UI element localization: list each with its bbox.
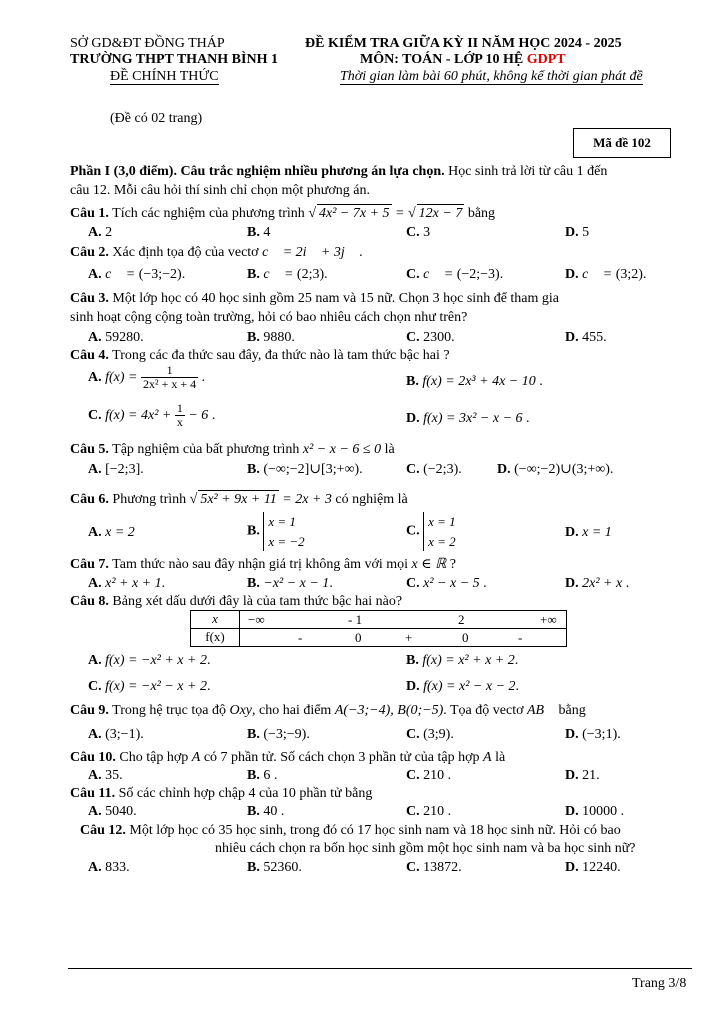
- q10-option-d[interactable]: D. 21.: [565, 768, 600, 783]
- q12-option-d[interactable]: D. 12240.: [565, 860, 621, 875]
- sign-table-row-x: x −∞ - 1 2 +∞: [191, 611, 567, 629]
- q1-option-a[interactable]: A. 2: [88, 225, 113, 240]
- q9-option-b[interactable]: B. (−3;−9).: [247, 727, 310, 742]
- exam-title: ĐỀ KIỂM TRA GIỮA KỲ II NĂM HỌC 2024 - 2025: [305, 36, 622, 51]
- q2-option-c[interactable]: C. c⃗ = (−2;−3).: [406, 267, 504, 282]
- time-note: Thời gian làm bài 60 phút, không kể thời gian phát đề: [340, 69, 643, 84]
- q8-option-d[interactable]: D. f(x) = x² − x − 2.: [406, 679, 520, 694]
- question-2: Câu 2. Xác định tọa độ của vectơ c⃗ = 2i⃗ + 3j⃗ .: [70, 245, 363, 260]
- q1-option-d[interactable]: D. 5: [565, 225, 590, 240]
- q2-option-d[interactable]: D. c⃗ = (3;2).: [565, 267, 647, 282]
- q3-option-a[interactable]: A. 59280.: [88, 330, 144, 345]
- q11-option-a[interactable]: A. 5040.: [88, 804, 137, 819]
- question-1: Câu 1. Tích các nghiệm của phương trình √ 4x² − 7x + 5 = √ 12x − 7 bằng: [70, 206, 496, 221]
- question-6: Câu 6. Phương trình √ 5x² + 9x + 11 = 2x + 3 có nghiệm là: [70, 492, 408, 507]
- question-7: Câu 7. Tam thức nào sau đây nhận giá trị không âm với mọi x ∈ ℝ ?: [70, 557, 456, 572]
- q10-option-c[interactable]: C. 210 .: [406, 768, 452, 783]
- pages-note: (Đề có 02 trang): [110, 111, 203, 126]
- q8-option-c[interactable]: C. f(x) = −x² − x + 2.: [88, 679, 211, 694]
- q4-option-c[interactable]: C. f(x) = 4x² + $\frac{1}{x}$ − 6 .: [88, 401, 216, 430]
- q7-option-a[interactable]: A. x² + x + 1.: [88, 576, 166, 591]
- question-5: Câu 5. Tập nghiệm của bất phương trình x² − x − 6 ≤ 0 là: [70, 442, 395, 457]
- q10-option-a[interactable]: A. 35.: [88, 768, 123, 783]
- q3-option-d[interactable]: D. 455.: [565, 330, 607, 345]
- question-9: Câu 9. Trong hệ trục tọa độ Oxy, cho hai điểm A(−3;−4), B(0;−5). Tọa độ vectơ AB⃗ bằng: [70, 703, 586, 718]
- q9-option-a[interactable]: A. (3;−1).: [88, 727, 144, 742]
- department-name: SỞ GD&ĐT ĐỒNG THÁP: [70, 36, 225, 51]
- q6-option-a[interactable]: A. x = 2: [88, 525, 135, 540]
- q5-option-a[interactable]: A. [−2;3].: [88, 462, 144, 477]
- q1-option-b[interactable]: B. 4: [247, 225, 271, 240]
- q12-option-a[interactable]: A. 833.: [88, 860, 130, 875]
- q8-option-a[interactable]: A. f(x) = −x² + x + 2.: [88, 653, 211, 668]
- q4-option-d[interactable]: D. f(x) = 3x² − x − 6 .: [406, 411, 530, 426]
- q7-option-d[interactable]: D. 2x² + x .: [565, 576, 630, 591]
- q6-option-b[interactable]: B. x = 1 x = −2: [247, 512, 305, 551]
- question-8: Câu 8. Bảng xét dấu dưới đây là của tam thức bậc hai nào?: [70, 594, 403, 609]
- section-intro: Phần I (3,0 điểm). Câu trắc nghiệm nhiều phương án lựa chọn. Học sinh trả lời từ câu 1 đến: [70, 164, 608, 179]
- q6-option-d[interactable]: D. x = 1: [565, 525, 612, 540]
- section-intro-line2: câu 12. Mỗi câu hỏi thí sinh chỉ chọn một phương án.: [70, 183, 371, 198]
- q9-option-d[interactable]: D. (−3;1).: [565, 727, 621, 742]
- q4-option-b[interactable]: B. f(x) = 2x³ + 4x − 10 .: [406, 374, 543, 389]
- q7-option-b[interactable]: B. −x² − x − 1.: [247, 576, 333, 591]
- q11-option-c[interactable]: C. 210 .: [406, 804, 452, 819]
- q5-option-c[interactable]: C. (−2;3).: [406, 462, 462, 477]
- q11-option-d[interactable]: D. 10000 .: [565, 804, 625, 819]
- exam-code-box: Mã đề 102: [573, 128, 671, 158]
- q5-option-b[interactable]: B. (−∞;−2]∪[3;+∞).: [247, 462, 363, 477]
- q9-option-c[interactable]: C. (3;9).: [406, 727, 454, 742]
- question-10: Câu 10. Cho tập hợp A có 7 phần tử. Số cách chọn 3 phần tử của tập hợp A là: [70, 750, 506, 765]
- q8-option-b[interactable]: B. f(x) = x² + x + 2.: [406, 653, 519, 668]
- q11-option-b[interactable]: B. 40 .: [247, 804, 285, 819]
- q4-option-a[interactable]: A. f(x) = $\frac{1}{\text{2x² + x + 4}}$ .: [88, 363, 206, 392]
- question-12: Câu 12. Một lớp học có 35 học sinh, trong đó có 17 học sinh nam và 18 học sinh nữ. Hỏi có bao: [80, 823, 621, 838]
- q2-option-b[interactable]: B. c⃗ = (2;3).: [247, 267, 328, 282]
- q7-option-c[interactable]: C. x² − x − 5 .: [406, 576, 487, 591]
- official-label: ĐỀ CHÍNH THỨC: [110, 69, 219, 84]
- q5-option-d[interactable]: D. (−∞;−2)∪(3;+∞).: [497, 462, 614, 477]
- school-name: TRƯỜNG THPT THANH BÌNH 1: [70, 52, 278, 67]
- q2-option-a[interactable]: A. c⃗ = (−3;−2).: [88, 267, 186, 282]
- q1-option-c[interactable]: C. 3: [406, 225, 431, 240]
- q3-option-b[interactable]: B. 9880.: [247, 330, 295, 345]
- q3-option-c[interactable]: C. 2300.: [406, 330, 455, 345]
- q12-option-c[interactable]: C. 13872.: [406, 860, 462, 875]
- page-number: Trang 3/8: [632, 976, 687, 991]
- q10-option-b[interactable]: B. 6 .: [247, 768, 278, 783]
- sign-table: [190, 610, 567, 647]
- sign-table-row-f: f(x) - 0 + 0 -: [191, 629, 567, 647]
- question-4: Câu 4. Trong các đa thức sau đây, đa thức nào là tam thức bậc hai ?: [70, 348, 450, 363]
- subject-line: MÔN: TOÁN - LỚP 10 HỆ GDPT: [360, 52, 566, 67]
- q6-option-c[interactable]: C. x = 1 x = 2: [406, 512, 456, 551]
- q12-option-b[interactable]: B. 52360.: [247, 860, 302, 875]
- equation: √ 4x² − 7x + 5 = √ 12x − 7: [308, 206, 463, 221]
- question-11: Câu 11. Số các chỉnh hợp chập 4 của 10 phần tử bằng: [70, 786, 373, 801]
- question-3: Câu 3. Một lớp học có 40 học sinh gồm 25 nam và 15 nữ. Chọn 3 học sinh để tham gia: [70, 291, 560, 306]
- question-3-line2: sinh hoạt cộng cộng toàn trường, hỏi có bao nhiêu cách chọn như trên?: [70, 310, 468, 325]
- question-12-line2: nhiêu cách chọn ra bốn học sinh gồm một học sinh nam và ba học sinh nữ?: [215, 841, 636, 856]
- footer-divider: [68, 968, 692, 969]
